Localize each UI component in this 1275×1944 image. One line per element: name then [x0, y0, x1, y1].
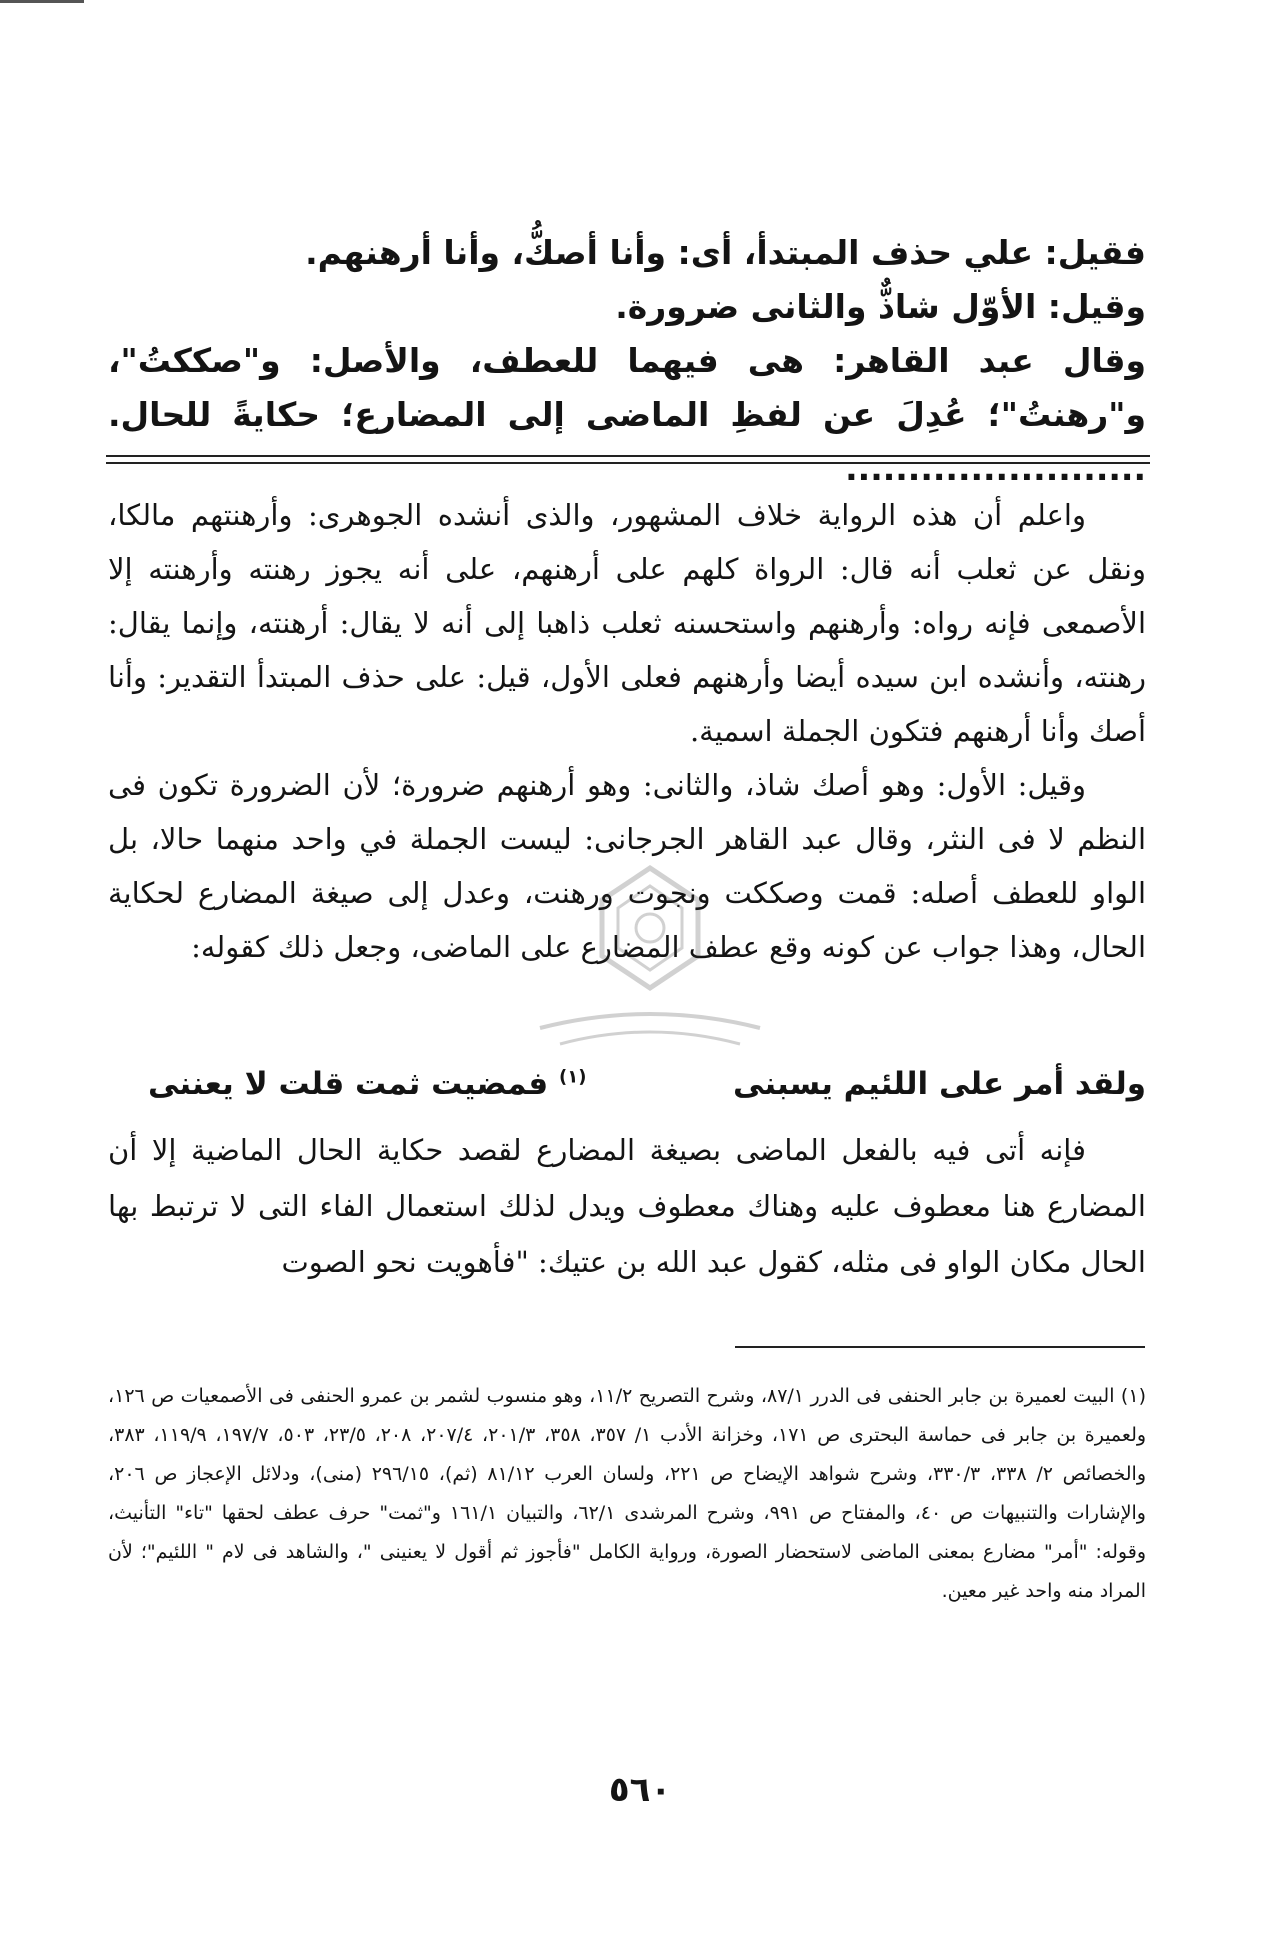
footnote-separator-rule [735, 1346, 1145, 1348]
matn-line: وقيل: الأوّل شاذٌّ والثانى ضرورة. [615, 287, 1146, 326]
sharh-paragraph: فإنه أتى فيه بالفعل الماضى بصيغة المضارع لقصد حكاية الحال الماضية إلا أن المضارع هنا معطوف عليه وهناك معطوف ويدل لذلك استعمال الفاء التى لا ترتبط بها الحال مكان الواو فى مثله، كقول عبد الله بن عتيك: "فأهويت نحو الصوت [108, 1133, 1146, 1279]
scan-corner-mark [0, 0, 84, 3]
matn-line: فقيل: علي حذف المبتدأ، أى: وأنا أصكُّ، وأنا أرهنهم. [305, 233, 1146, 272]
matn-separator-rule [106, 455, 1150, 464]
footnotes-block [108, 1377, 1146, 1611]
poetry-verse [108, 1062, 1146, 1112]
footnote-reference: (١) [558, 1066, 587, 1088]
sharh-continuation-block [108, 1122, 1146, 1290]
page-number: ٥٦٠ [608, 1770, 672, 1810]
sharh-paragraph: واعلم أن هذه الرواية خلاف المشهور، والذى أنشده الجوهرى: وأرهنتهم مالكا، ونقل عن ثعلب أنه قال: الرواة كلهم على أرهنهم، على أنه يجوز رهنته وأرهنته إلا الأصمعى فإنه رواه: وأرهنهم واستحسنه ثعلب ذاهبا إلى أنه لا يقال: أرهنته، وإنما يقال: رهنته، وأنشده ابن سيده أيضا وأرهنهم فعلى الأول، قيل: على حذف المبتدأ التقدير: وأنا أصك وأنا أرهنهم فتكون الجملة اسمية. [108, 498, 1146, 748]
matn-line: وقال عبد القاهر: هى فيهما للعطف، والأصل: و"صككتُ"، و"رهنتُ"؛ عُدِلَ عن لفظِ الماضى إلى المضارع؛ حكايةً للحال. ........................ [108, 341, 1146, 488]
verse-hemistich-second [148, 1066, 586, 1102]
footnote-item: (١) البيت لعميرة بن جابر الحنفى فى الدرر ٨٧/١، وشرح التصريح ١١/٢، وهو منسوب لشمر بن عمرو الحنفى فى الأصمعيات ص ١٢٦، ولعميرة بن جابر فى حماسة البحترى ص ١٧١، وخزانة الأدب ١/ ٣٥٧، ٣٥٨، ٢٠١/٣، ٢٠٧/٤، ٢٠٨، ٢٣/٥، ٥٠٣، ١٩٧/٧، ١١٩/٩، ٣٨٣، والخصائص ٢/ ٣٣٨، ٣٣٠/٣، وشرح شواهد الإيضاح ص ٢٢١، ولسان العرب ٨١/١٢ (ثم)، ٢٩٦/١٥ (منى)، ودلائل الإعجاز ص ٢٠٦، والإشارات والتنبيهات ص ٤٠، والمفتاح ص ٩٩١، وشرح المرشدى ٦٢/١، والتبيان ١٦١/١ و"ثمت" حرف عطف لحقها "تاء" التأنيث، وقوله: "أمر" مضارع بمعنى الماضى لاستحضار الصورة، ورواية الكامل "فأجوز ثم أقول لا يعنينى "، والشاهد فى لام " اللئيم"؛ لأن المراد منه واحد غير معين. [108, 1385, 1147, 1602]
sharh-paragraph: وقيل: الأول: وهو أصك شاذ، والثانى: وهو أرهنهم ضرورة؛ لأن الضرورة تكون فى النظم لا فى النثر، وقال عبد القاهر الجرجانى: ليست الجملة في واحد منهما حالا، بل الواو للعطف أصله: قمت وصككت ونجوت ورهنت، وعدل إلى صيغة المضارع لحكاية الحال، وهذا جواب عن كونه وقع عطف المضارع على الماضى، وجعل ذلك كقوله: [108, 768, 1146, 964]
verse-hemistich-first: ولقد أمر على اللئيم يسبنى [733, 1066, 1146, 1102]
verse-hemistich-text: فمضيت ثمت قلت لا يعننى [148, 1066, 549, 1102]
sharh-text-block [108, 488, 1146, 974]
